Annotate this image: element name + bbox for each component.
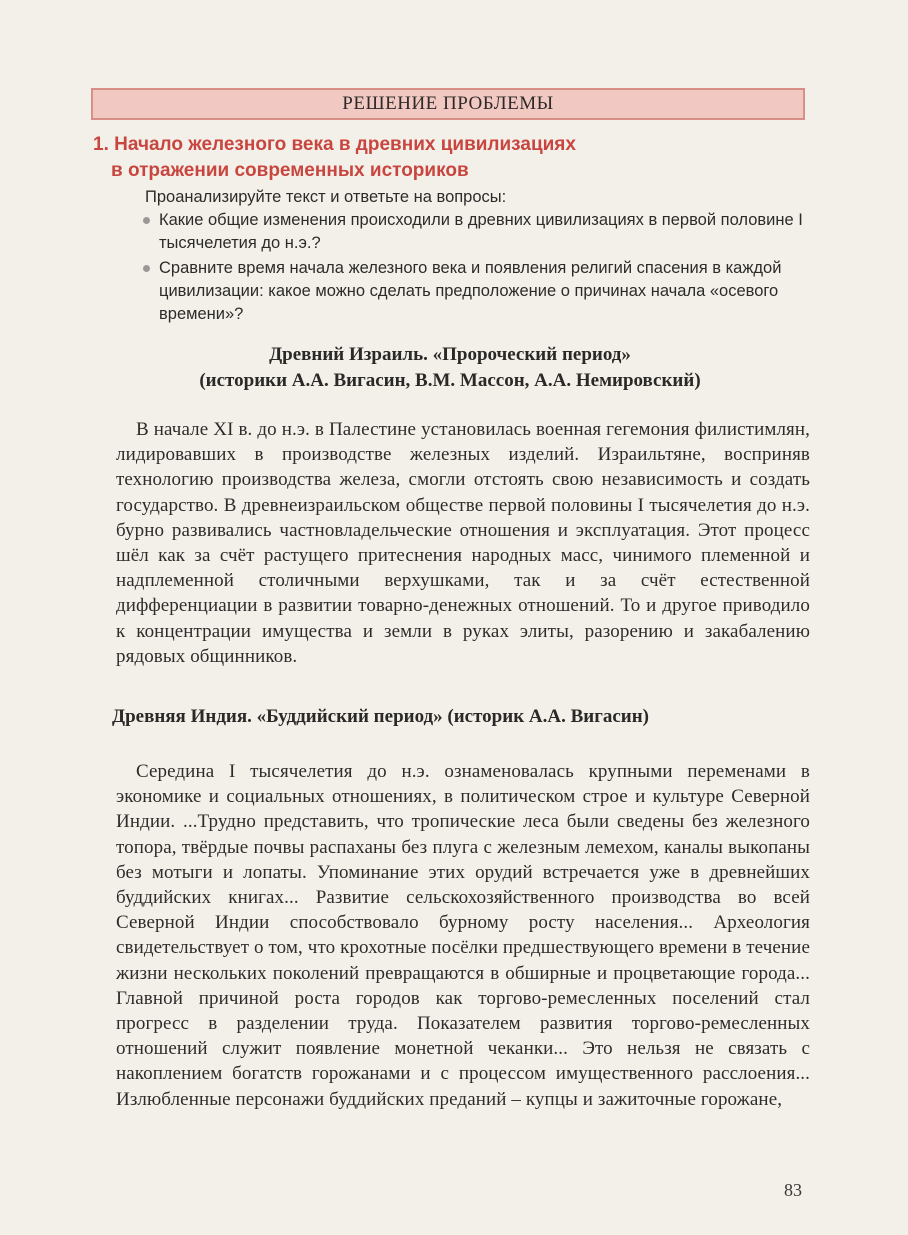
task-title-line2: в отражении современных историков [111, 160, 469, 181]
question-text: Сравните время начала железного века и появления религий спасения в каждой цивилизации: какое можно сделать предположение о причинах начала «осевого времени»? [159, 259, 782, 323]
task-instructions [143, 186, 811, 326]
question-text: Какие общие изменения происходили в древних цивилизациях в первой половине I тысячелетия до н.э.? [159, 211, 803, 252]
section-heading-israel [90, 342, 810, 394]
heading-line1: Древний Израиль. «Пророческий период» [269, 344, 631, 365]
heading-line2: (историки А.А. Вигасин, В.М. Массон, А.А. Немировский) [199, 370, 701, 391]
banner-title: РЕШЕНИЕ ПРОБЛЕМЫ [342, 93, 554, 114]
page-number: 83 [784, 1180, 802, 1200]
section-banner [91, 88, 805, 120]
question-item [143, 257, 811, 326]
question-item [143, 209, 811, 255]
task-title-line1: 1. Начало железного века в древних цивилизациях [93, 134, 576, 155]
section-heading-india: Древняя Индия. «Буддийский период» (историк А.А. Вигасин) [112, 706, 649, 727]
task-title [93, 132, 793, 184]
bullet-icon [143, 265, 150, 272]
paragraph-india: Середина I тысячелетия до н.э. ознаменовалась крупными переменами в экономике и социальных отношениях, в политическом строе и культуре Северной Индии. ...Трудно представить, что тропические леса были сведены без железного топора, твёрдые почвы распаханы без плуга с железным лемехом, каналы выкопаны без мотыги и лопаты. Упоминание этих орудий встречается уже в древнейших буддийских книгах... Развитие сельскохозяйственного производства во всей Северной Индии способствовало бурному росту населения... Археология свидетельствует о том, что крохотные посёлки предшествующего времени в течение жизни нескольких поколений превращаются в обширные и процветающие города... Главной причиной роста городов как торгово-ремесленных поселений стал прогресс в разделении труда. Показателем развития торгово-ремесленных отношений служит появление монетной чеканки... Это нельзя не связать с накоплением богатств горожанами и с процессом имущественного расслоения... Излюбленные персонажи буддийских преданий – купцы и зажиточные горожане, [116, 761, 810, 1110]
paragraph-israel: В начале XI в. до н.э. в Палестине установилась военная гегемония филистимлян, лидировавших в производстве железных изделий. Израильтяне, восприняв технологию производства железа, смогли отстоять свою независимость и создать государство. В древнеизраильском обществе первой половины I тысячелетия до н.э. бурно развивались частновладельческие отношения и эксплуатация. Этот процесс шёл как за счёт растущего притеснения народных масс, чинимого племенной и надплеменной столичными верхушками, так и за счёт естественной дифференциации в развитии товарно-денежных отношений. То и другое приводило к концентрации имущества и земли в руках элиты, разорению и закабалению рядовых общинников. [116, 419, 810, 667]
bullet-icon [143, 217, 150, 224]
instructions-intro: Проанализируйте текст и ответьте на вопросы: [145, 188, 507, 206]
